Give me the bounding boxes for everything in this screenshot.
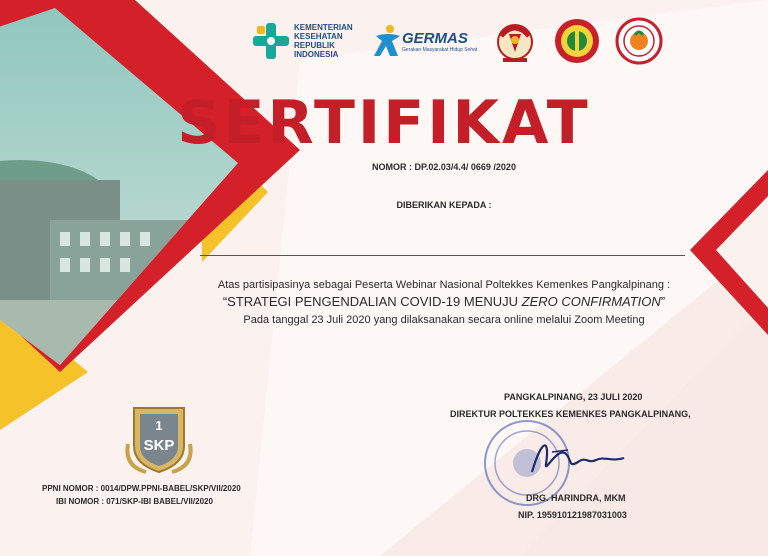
kemenkes-line: INDONESIA [294,50,339,59]
event-date-text: Pada tanggal 23 Juli 2020 yang dilaksanakan secara online melalui Zoom Meeting [243,314,645,326]
participation-text: Atas partisipasinya sebagai Peserta Webinar Nasional Poltekkes Kemenkes Pangkalpinang : [217,279,671,291]
director-signature-icon [528,432,628,482]
signatory-name: DRG. HARINDRA, MKM [526,493,626,503]
given-to-label: DIBERIKAN KEPADA : [396,200,492,210]
kemenkes-line: REPUBLIK [294,41,335,50]
signatory-nip: NIP. 195910121987031003 [518,510,627,520]
certificate-number: NOMOR : DP.02.03/4.4/ 0669 /2020 [372,162,516,172]
logo-bar [252,12,677,70]
ibi-logo [615,17,663,65]
webinar-theme [0,294,768,309]
theme-italic: ZERO CONFIRMATION [521,294,661,309]
signature-place-date: PANGKALPINANG, 23 JULI 2020 [504,392,643,402]
ppni-number: PPNI NOMOR : 0014/DPW.PPNI-BABEL/SKP/VII/2020 [42,484,241,493]
poltekkes-logo [491,16,539,66]
recipient-name-line [200,255,685,256]
ppni-emblem-icon [553,17,601,65]
theme-prefix: “STRATEGI PENGENDALIAN COVID-19 MENUJU [222,294,522,309]
kemenkes-line: KEMENTERIAN [294,23,353,32]
skp-badge [120,400,198,478]
certificate-title: SERTIFIKAT [177,88,591,158]
theme-suffix: ” [660,294,666,309]
kemenkes-emblem-icon [252,21,290,61]
signature-position: DIREKTUR POLTEKKES KEMENKES PANGKALPINANG, [450,409,691,419]
poltekkes-emblem-icon [491,16,539,66]
kemenkes-line: KESEHATAN [294,32,343,41]
germas-wordmark: GERMAS [402,29,468,47]
germas-logo [372,24,477,58]
ibi-number: IBI NOMOR : 071/SKP-IBI BABEL/VII/2020 [56,497,213,506]
ppni-logo [553,17,601,65]
germas-figure-icon [372,24,402,58]
ibi-emblem-icon [615,17,663,65]
germas-tagline: Gerakan Masyarakat Hidup Sehat [402,46,478,53]
skp-label: SKP [143,437,175,454]
skp-number: 1 [155,418,163,433]
kemenkes-logo [252,21,358,61]
